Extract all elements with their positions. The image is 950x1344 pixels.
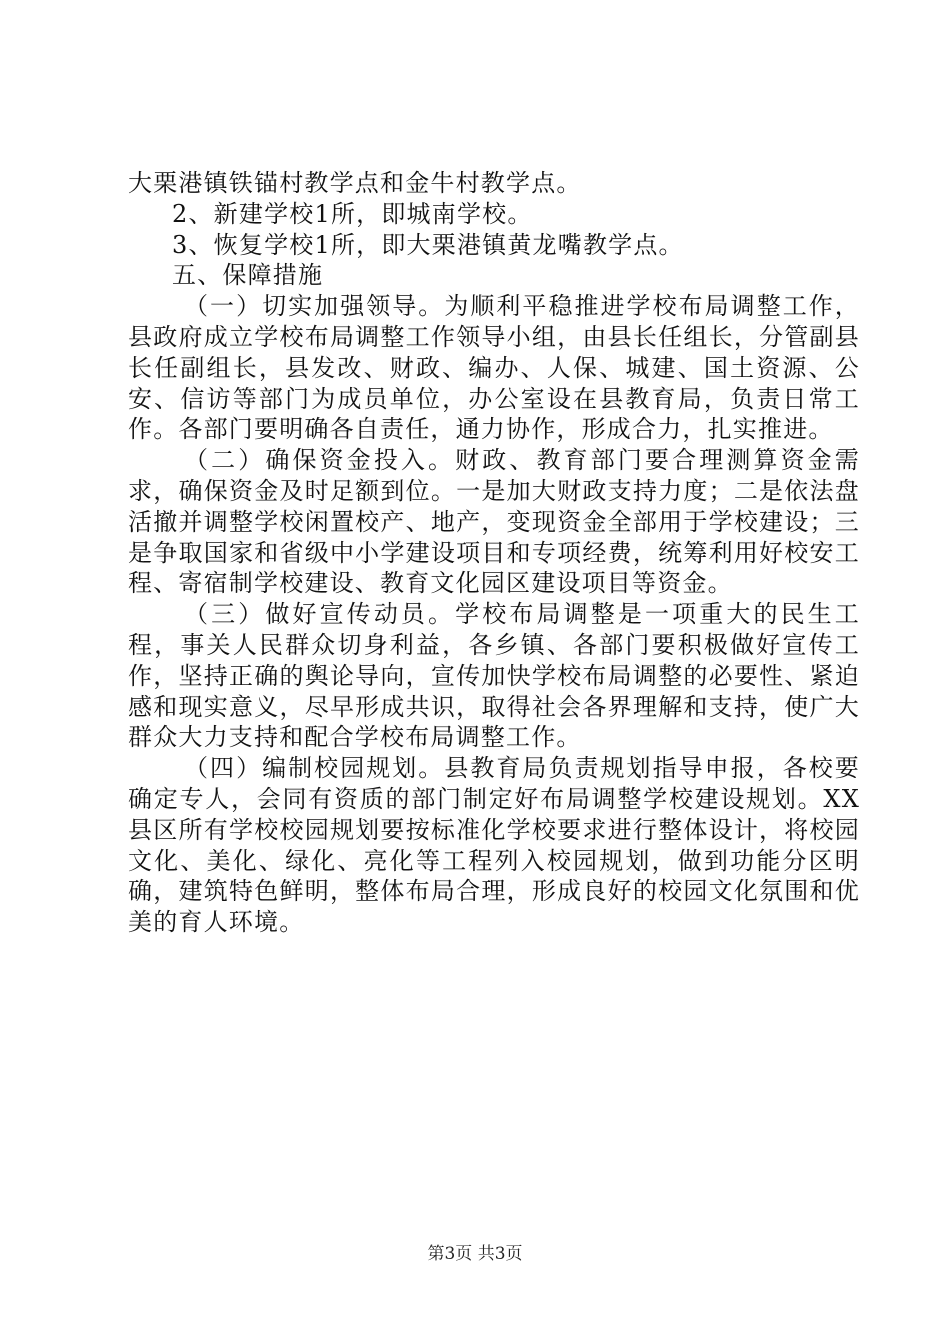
document-body (128, 168, 860, 938)
paragraph-leadership: （一）切实加强领导。为顺利平稳推进学校布局调整工作，县政府成立学校布局调整工作领导小组，由县长任组长，分管副县长任副组长，县发改、财政、编办、人保、城建、国土资源、公安、信访等部门为成员单位，办公室设在县教育局，负责日常工作。各部门要明确各自责任，通力协作，形成合力，扎实推进。 (128, 292, 860, 444)
paragraph-funding: （二）确保资金投入。财政、教育部门要合理测算资金需求，确保资金及时足额到位。一是加大财政支持力度；二是依法盘活撤并调整学校闲置校产、地产，变现资金全部用于学校建设；三是争取国家和省级中小学建设项目和专项经费，统筹利用好校安工程、寄宿制学校建设、教育文化园区建设项目等资金。 (128, 446, 860, 598)
page-number-footer: 第3页 共3页 (427, 1244, 523, 1264)
paragraph-campus-planning: （四）编制校园规划。县教育局负责规划指导申报，各校要确定专人，会同有资质的部门制定好布局调整学校建设规划。XX县区所有学校校园规划要按标准化学校要求进行整体设计，将校园文化、美化、绿化、亮化等工程列入校园规划，做到功能分区明确，建筑特色鲜明，整体布局合理，形成良好的校园文化氛围和优美的育人环境。 (128, 754, 860, 937)
paragraph-item-3: 3、恢复学校1所，即大栗港镇黄龙嘴教学点。 (172, 230, 684, 259)
paragraph-publicity: （三）做好宣传动员。学校布局调整是一项重大的民生工程，事关人民群众切身利益，各乡镇、各部门要积极做好宣传工作，坚持正确的舆论导向，宣传加快学校布局调整的必要性、紧迫感和现实意义，尽早形成共识，取得社会各界理解和支持，使广大群众大力支持和配合学校布局调整工作。 (128, 600, 860, 752)
paragraph-continuation: 大栗港镇铁锚村教学点和金牛村教学点。 (128, 169, 582, 197)
section-heading: 五、保障措施 (172, 261, 324, 290)
paragraph-item-2: 2、新建学校1所，即城南学校。 (172, 199, 533, 228)
